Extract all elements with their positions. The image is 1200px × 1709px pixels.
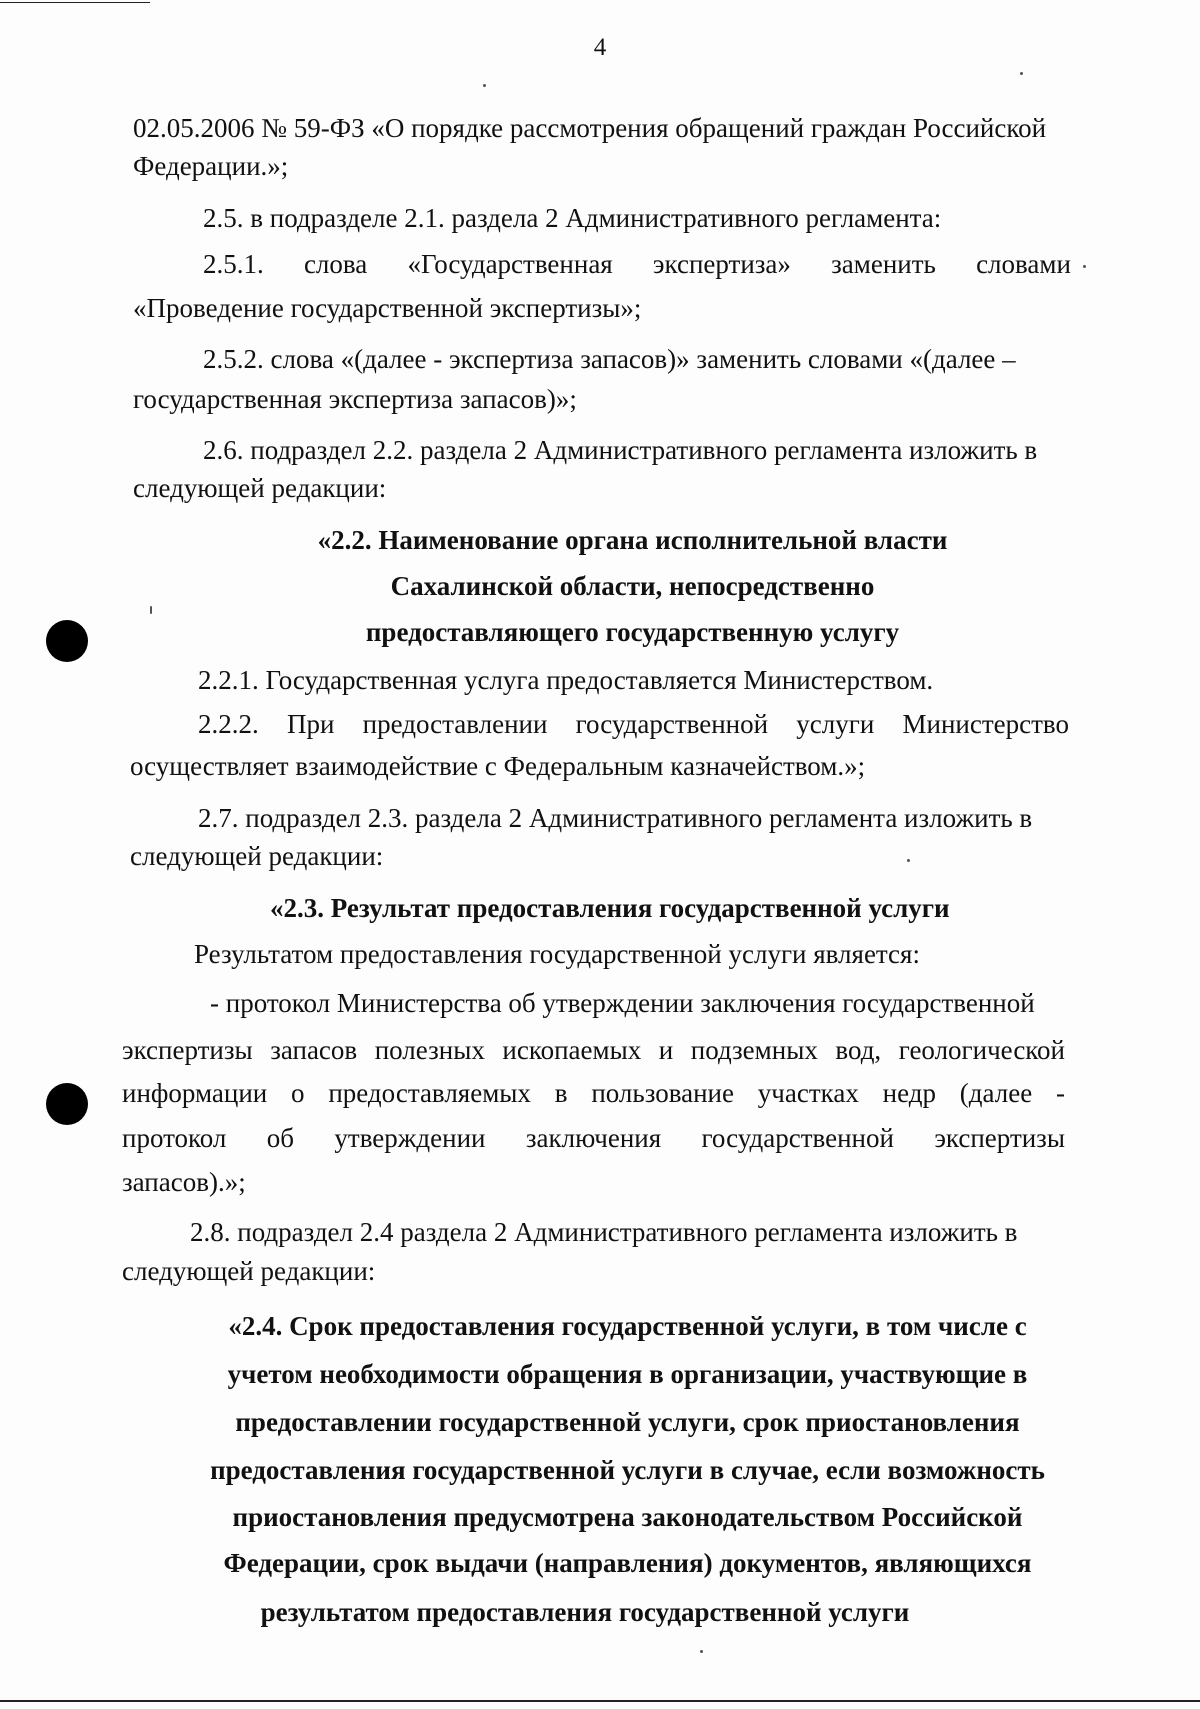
body-line: следующей редакции: [130, 841, 384, 871]
scan-edge-top [0, 2, 150, 3]
word: подземных [690, 1035, 818, 1065]
body-line-justified [122, 1032, 1065, 1068]
word: вод, [835, 1035, 882, 1065]
word: заменить [831, 249, 936, 279]
body-line: следующей редакции: [133, 473, 387, 503]
word: государственной [701, 1123, 894, 1153]
word: слова [303, 249, 368, 279]
section-heading-2-2: «2.2. Наименование органа исполнительной власти [317, 525, 948, 555]
word: услуги [796, 709, 875, 739]
section-heading-2-3: «2.3. Результат предоставления государственной услуги [270, 893, 950, 923]
word: экспертизы [934, 1123, 1065, 1153]
body-line: запасов).»; [122, 1167, 246, 1197]
page-number: 4 [593, 34, 607, 61]
word: об [266, 1123, 295, 1153]
scan-speck [907, 859, 910, 862]
word: протокол [122, 1123, 227, 1153]
body-line: 2.8. подраздел 2.4 раздела 2 Административного регламента изложить в [190, 1217, 1018, 1247]
section-heading-2-4: предоставления государственной услуги в случае, если возможность [210, 1455, 1045, 1485]
word: 2.5.1. [203, 249, 264, 279]
scan-speck [150, 606, 152, 614]
word: государственной [575, 709, 769, 739]
body-line: 02.05.2006 № 59-ФЗ «О порядке рассмотрения обращений граждан Российской [133, 113, 1047, 143]
body-line: следующей редакции: [122, 1256, 376, 1286]
body-line: Федерации.»; [133, 151, 289, 181]
section-heading-2-2: предоставляющего государственную услугу [365, 617, 900, 647]
word: экспертиза» [652, 249, 791, 279]
scan-speck [700, 1650, 703, 1653]
word: утверждении [334, 1123, 486, 1153]
body-line: 2.5.2. слова «(далее - экспертиза запасов)» заменить словами «(далее – [203, 344, 1016, 374]
word: экспертизы [122, 1035, 253, 1065]
word: недр [882, 1078, 936, 1108]
body-line: государственная экспертиза запасов)»; [133, 384, 577, 414]
word: (далее [959, 1078, 1033, 1108]
word: ископаемых [502, 1035, 642, 1065]
section-heading-2-2: Сахалинской области, непосредственно [390, 571, 875, 601]
word: заключения [525, 1123, 662, 1153]
word: предоставляемых [328, 1078, 531, 1108]
section-heading-2-4: учетом необходимости обращения в организации, участвующие в [227, 1359, 1028, 1389]
word: пользование [591, 1078, 734, 1108]
word: в [554, 1078, 568, 1108]
word: информации [122, 1078, 268, 1108]
body-line: 2.6. подраздел 2.2. раздела 2 Административного регламента изложить в [203, 435, 1038, 465]
body-line: 2.5. в подразделе 2.1. раздела 2 Административного регламента: [203, 203, 942, 233]
body-line: - протокол Министерства об утверждении заключения государственной [210, 988, 1035, 1018]
body-line-justified [198, 706, 1069, 742]
word: «Государственная [407, 249, 613, 279]
word: запасов [270, 1035, 358, 1065]
word: Министерство [902, 709, 1069, 739]
word: словами [976, 249, 1071, 279]
scan-speck [1083, 265, 1086, 268]
word: и [658, 1035, 674, 1065]
body-line-justified [122, 1075, 1065, 1111]
body-line: осуществляет взаимодействие с Федеральным казначейством.»; [130, 751, 866, 781]
section-heading-2-4: «2.4. Срок предоставления государственной услуги, в том числе с [228, 1311, 1027, 1341]
word: - [1056, 1078, 1065, 1108]
scan-edge-bottom [0, 1700, 1200, 1702]
body-line: «Проведение государственной экспертизы»; [133, 293, 642, 323]
punch-hole-lower [46, 1083, 88, 1125]
scan-speck [1020, 72, 1023, 75]
word: участках [757, 1078, 859, 1108]
body-line: Результатом предоставления государственной услуги является: [194, 939, 920, 969]
section-heading-2-4: результатом предоставления государственной услуги [260, 1597, 910, 1627]
body-line: 2.7. подраздел 2.3. раздела 2 Административного регламента изложить в [198, 803, 1033, 833]
section-heading-2-4: предоставлении государственной услуги, срок приостановления [235, 1407, 1020, 1437]
word: При [286, 709, 335, 739]
word: предоставлении [362, 709, 548, 739]
word: геологической [898, 1035, 1065, 1065]
body-line-justified [122, 1120, 1065, 1156]
word: полезных [374, 1035, 485, 1065]
body-line: 2.2.1. Государственная услуга предоставляется Министерством. [198, 665, 934, 695]
word: о [291, 1078, 305, 1108]
scan-speck [483, 84, 486, 87]
section-heading-2-4: Федерации, срок выдачи (направления) документов, являющихся [223, 1548, 1032, 1578]
body-line-justified [203, 246, 1071, 282]
section-heading-2-4: приостановления предусмотрена законодательством Российской [232, 1502, 1023, 1532]
word: 2.2.2. [198, 709, 259, 739]
